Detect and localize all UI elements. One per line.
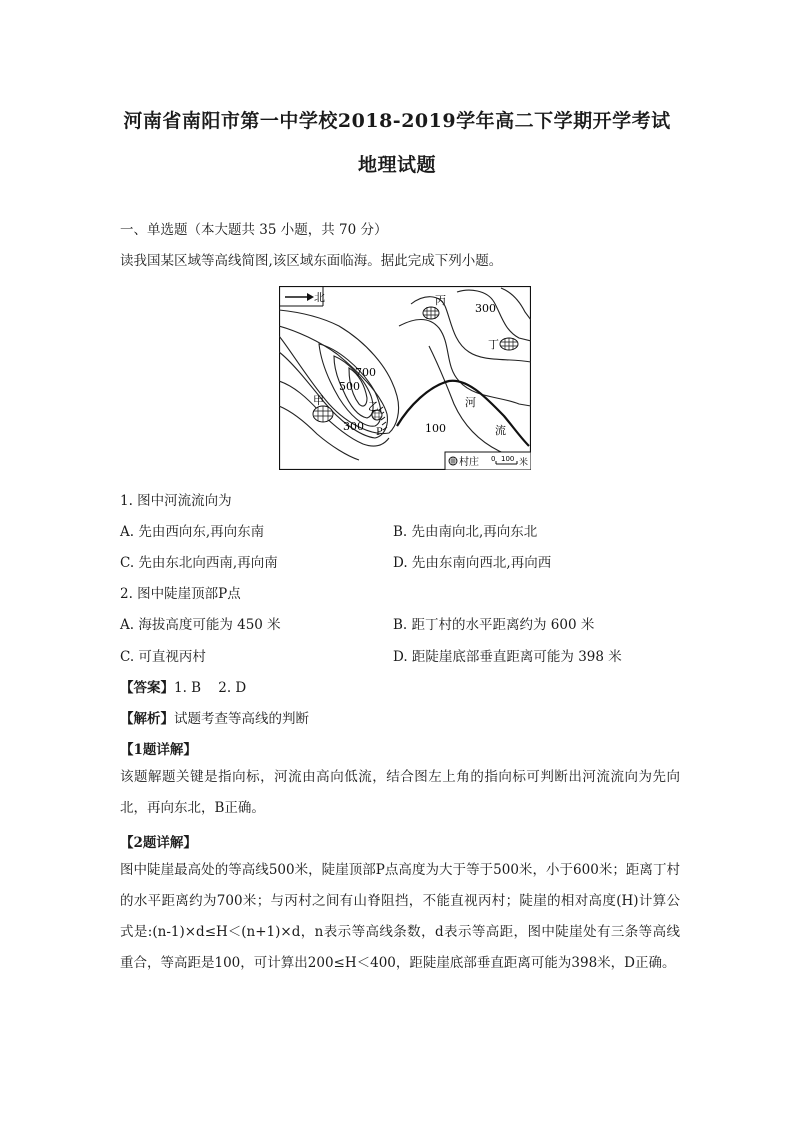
question-2-stem: 2. 图中陡崖顶部P点 — [120, 586, 241, 602]
question-1-option-c[interactable]: C. 先由东北向西南,再向南 — [120, 555, 278, 571]
contour-map — [279, 286, 531, 470]
scale-value: 100 — [501, 455, 515, 463]
document-subtitle: 地理试题 — [357, 154, 436, 176]
village-jia-icon — [313, 406, 333, 422]
question-intro: 读我国某区域等高线简图,该区域东面临海。据此完成下列小题。 — [120, 253, 503, 269]
point-p-label: P — [376, 427, 383, 438]
detail-2-text: 图中陡崖最高处的等高线500米，陡崖顶部P点高度为大于等于500米，小于600米；距离丁村的水平距离约为700米；与丙村之间有山脊阻挡，不能直视丙村；陡崖的相对高度(H)计算公式是:(n-1)×d≤H＜(n+1)×d，n表示等高线条数，d表示等高距，图中陡崖处有三条等高线重合，等高距是100，可计算出200≤H＜400，距陡崖底部垂直距离可能为398米，D正确。 — [120, 862, 680, 971]
village-ding-label: 丁 — [488, 338, 499, 351]
question-1-option-b[interactable]: B. 先由南向北,再向东北 — [393, 524, 538, 540]
analysis-label: 【解析】 — [120, 711, 174, 727]
question-2-option-c[interactable]: C. 可直视丙村 — [120, 649, 206, 665]
village-bing-icon — [423, 307, 439, 319]
question-2-option-d[interactable]: D. 距陡崖底部垂直距离可能为 398 米 — [393, 649, 622, 665]
contour-label: 100 — [425, 422, 446, 435]
question-1-stem: 1. 图中河流流向为 — [120, 493, 232, 509]
village-ding-icon — [500, 338, 518, 350]
question-2-option-a[interactable]: A. 海拔高度可能为 450 米 — [120, 617, 281, 633]
answer-line — [120, 676, 246, 696]
north-label: 北 — [314, 291, 325, 304]
scale-zero: 0 — [491, 455, 496, 463]
legend-village-label: 村庄 — [459, 457, 479, 468]
river-label: 河 — [465, 396, 476, 409]
section-heading: 一、单选题（本大题共 35 小题，共 70 分） — [120, 222, 388, 238]
question-2-option-b[interactable]: B. 距丁村的水平距离约为 600 米 — [393, 617, 595, 633]
detail-2-heading: 【2题详解】 — [120, 835, 197, 851]
question-1-option-a[interactable]: A. 先由西向东,再向东南 — [120, 524, 265, 540]
river-label: 流 — [495, 424, 506, 437]
answer-text: 1. B 2. D — [174, 680, 247, 696]
legend-village-icon — [449, 457, 457, 465]
answer-label: 【答案】 — [120, 680, 174, 696]
analysis-text: 试题考查等高线的判断 — [174, 711, 309, 727]
contour-label: 700 — [355, 366, 376, 379]
detail-1-text: 该题解题关键是指向标，河流由高向低流，结合图左上角的指向标可判断出河流流向为先向北，再向东北，B正确。 — [120, 769, 680, 816]
question-1-option-d[interactable]: D. 先由东南向西北,再向西 — [393, 555, 552, 571]
document-title: 河南省南阳市第一中学校2018-2019学年高二下学期开学考试 — [123, 110, 671, 132]
detail-1-heading: 【1题详解】 — [120, 742, 197, 758]
contour-label: 300 — [475, 302, 496, 315]
village-yi-label: 乙 — [368, 400, 379, 413]
village-jia-label: 甲 — [313, 394, 324, 407]
scale-unit: 米 — [519, 458, 529, 468]
analysis-line — [120, 707, 309, 727]
contour-label: 500 — [339, 380, 360, 393]
contour-label: 300 — [343, 420, 364, 433]
village-bing-label: 丙 — [435, 294, 446, 307]
